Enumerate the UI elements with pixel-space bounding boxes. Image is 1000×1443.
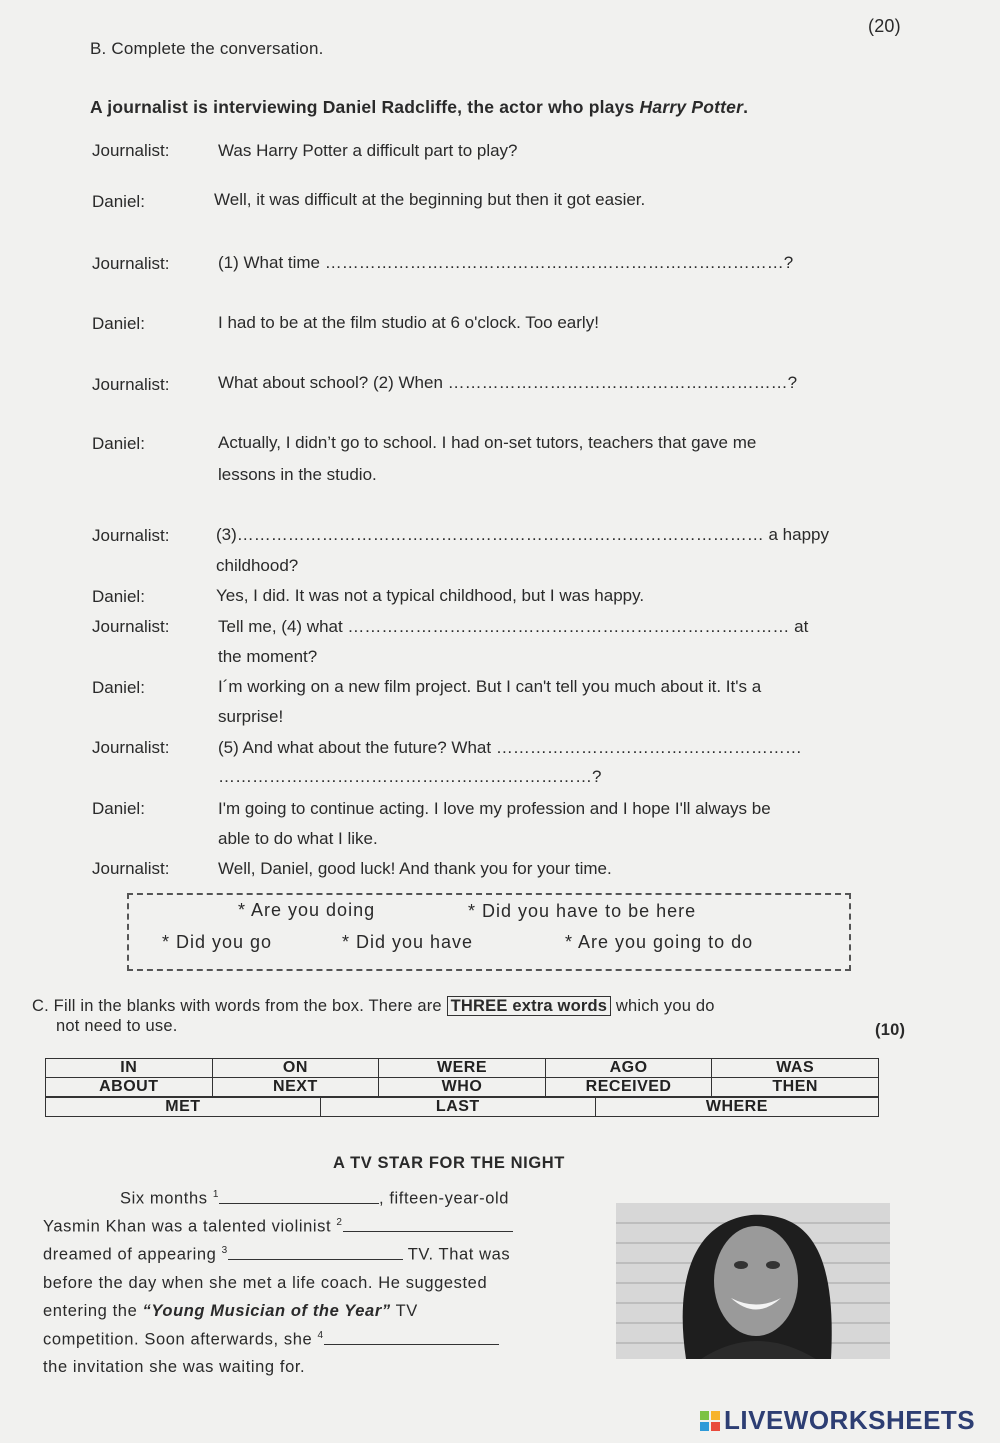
points-c: (10): [875, 1021, 906, 1039]
phrase-item: * Are you doing: [238, 900, 376, 920]
instruction-c: C. Fill in the blanks with words from the box. There are THREE extra words which you do: [32, 997, 715, 1015]
word-cell: LAST: [320, 1098, 595, 1117]
word-cell: WERE: [379, 1059, 546, 1078]
answer-blank-4[interactable]: Tell me, (4) what …………………………………………………………………… at: [218, 617, 809, 636]
story-line-2: Yasmin Khan was a talented violinist $^2$: [43, 1217, 513, 1237]
story-blank-2[interactable]: [343, 1231, 513, 1232]
portrait-image: [616, 1203, 890, 1359]
speaker-label: Journalist:: [92, 526, 170, 545]
speaker-label: Journalist:: [92, 617, 170, 636]
instruction-c-line2: not need to use.: [56, 1017, 178, 1035]
liveworksheets-logo: LIVEWORKSHEETS: [700, 1405, 975, 1436]
story-blank-4[interactable]: [324, 1344, 499, 1345]
answer-blank-1[interactable]: (1) What time ………………………………………………………………………?: [218, 253, 794, 272]
word-cell: IN: [46, 1059, 213, 1078]
answer-blank-2[interactable]: What about school? (2) When ……………………………………………………?: [218, 373, 798, 392]
phrase-item: * Are you going to do: [565, 932, 754, 952]
word-cell: MET: [46, 1098, 321, 1117]
word-cell: THEN: [712, 1078, 879, 1097]
conversation-line: the moment?: [218, 647, 318, 666]
instruction-b: B. Complete the conversation.: [90, 39, 324, 58]
speaker-label: Journalist:: [92, 375, 170, 394]
story-line-6: competition. Soon afterwards, she $^4$: [43, 1330, 499, 1350]
word-cell: RECEIVED: [545, 1078, 712, 1097]
answer-blank-5-cont[interactable]: …………………………………………………………?: [218, 767, 602, 786]
word-cell: AGO: [545, 1059, 712, 1078]
conversation-line: Well, it was difficult at the beginning but then it got easier.: [214, 190, 646, 209]
conversation-line: I'm going to continue acting. I love my profession and I hope I'll always be: [218, 799, 771, 818]
conversation-line: Yes, I did. It was not a typical childhood, but I was happy.: [216, 586, 645, 605]
phrase-item: * Did you have to be here: [468, 901, 697, 921]
story-line-5: entering the “Young Musician of the Year” TV: [43, 1302, 418, 1320]
story-line-3: dreamed of appearing $^3$ TV. That was: [43, 1245, 511, 1264]
conversation-line: I had to be at the film studio at 6 o'clock. Too early!: [218, 313, 599, 332]
conversation-line: I´m working on a new film project. But I can't tell you much about it. It's a: [218, 677, 762, 696]
answer-blank-5[interactable]: (5) And what about the future? What ………………………………………………: [218, 738, 802, 757]
word-cell: WHERE: [595, 1098, 878, 1117]
word-cell: WAS: [712, 1059, 879, 1078]
portrait-photo: [616, 1203, 890, 1359]
speaker-label: Journalist:: [92, 738, 170, 757]
speaker-label: Journalist:: [92, 859, 170, 878]
story-title: A TV STAR FOR THE NIGHT: [333, 1154, 565, 1172]
story-blank-1[interactable]: [219, 1203, 379, 1204]
word-box-top: [45, 1058, 879, 1097]
conversation-line: surprise!: [218, 707, 284, 726]
points-b: (20): [868, 16, 901, 36]
answer-blank-3[interactable]: (3)………………………………………………………………………………… a happy: [216, 525, 829, 544]
conversation-line: Actually, I didn’t go to school. I had on-set tutors, teachers that gave me: [218, 433, 757, 452]
speaker-label: Daniel:: [92, 434, 145, 453]
word-cell: ON: [212, 1059, 379, 1078]
intro-text: A journalist is interviewing Daniel Radcliffe, the actor who plays Harry Potter.: [90, 97, 749, 117]
story-line-1: Six months $^1$ , fifteen-year-old: [120, 1189, 510, 1208]
conversation-line: Well, Daniel, good luck! And thank you for your time.: [218, 859, 612, 878]
word-cell: ABOUT: [46, 1078, 213, 1097]
story-line-7: the invitation she was waiting for.: [43, 1358, 306, 1376]
conversation-line: Was Harry Potter a difficult part to play?: [218, 141, 518, 160]
story-blank-3[interactable]: [228, 1259, 403, 1260]
conversation-line: lessons in the studio.: [218, 465, 377, 484]
speaker-label: Daniel:: [92, 799, 145, 818]
speaker-label: Daniel:: [92, 192, 145, 211]
speaker-label: Daniel:: [92, 314, 145, 333]
story-line-4: before the day when she met a life coach. He suggested: [43, 1274, 488, 1292]
phrase-item: * Did you have: [342, 932, 474, 952]
word-cell: WHO: [379, 1078, 546, 1097]
conversation-line: able to do what I like.: [218, 829, 378, 848]
speaker-label: Journalist:: [92, 141, 170, 160]
phrase-item: * Did you go: [162, 932, 273, 952]
word-cell: NEXT: [212, 1078, 379, 1097]
word-box-bottom: [45, 1097, 879, 1117]
speaker-label: Journalist:: [92, 254, 170, 273]
speaker-label: Daniel:: [92, 587, 145, 606]
conversation-line: childhood?: [216, 556, 299, 575]
liveworksheets-logo-icon: [700, 1407, 720, 1427]
speaker-label: Daniel:: [92, 678, 145, 697]
